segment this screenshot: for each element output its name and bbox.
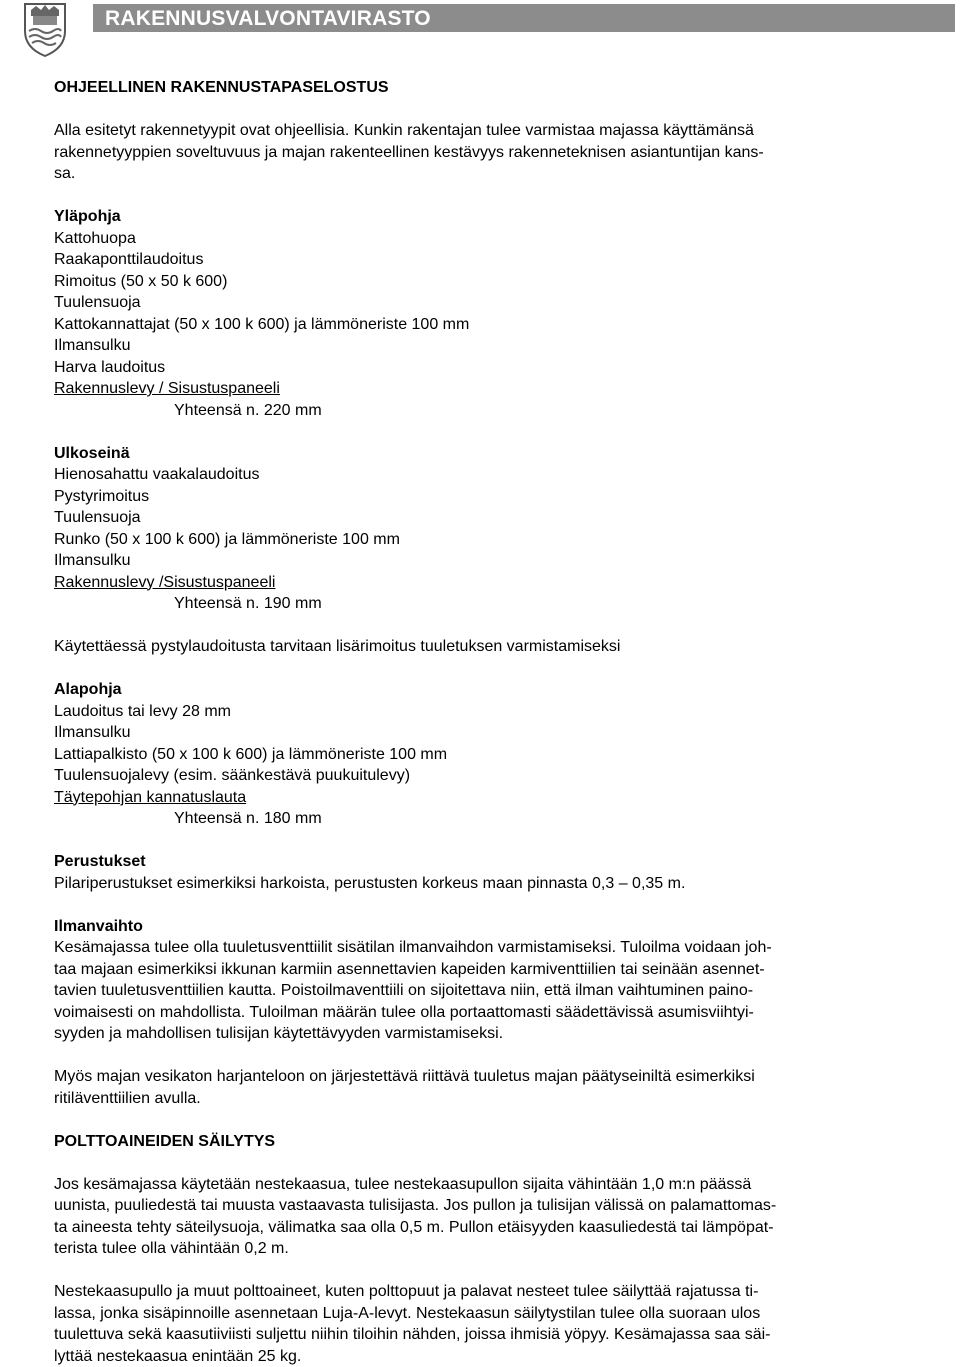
perustukset-text: Pilariperustukset esimerkiksi harkoista, perustusten korkeus maan pinnasta 0,3 – 0,35 m. bbox=[54, 873, 904, 895]
paragraph-line: terista tulee olla vähintään 0,2 m. bbox=[54, 1238, 904, 1260]
layer-item: Laudoitus tai levy 28 mm bbox=[54, 701, 904, 723]
layer-item: Tuulensuoja bbox=[54, 507, 904, 529]
section-heading-ylapohja: Yläpohja bbox=[54, 206, 904, 228]
layer-item: Rimoitus (50 x 50 k 600) bbox=[54, 271, 904, 293]
layer-item-last: Rakennuslevy / Sisustuspaneeli bbox=[54, 380, 280, 397]
city-crest-logo bbox=[22, 1, 68, 57]
paragraph-line: taa majaan esimerkiksi ikkunan karmiin asennettavien kapeiden karmiventtiilien tai seinään asennet- bbox=[54, 959, 904, 981]
layer-item: Ilmansulku bbox=[54, 550, 904, 572]
layer-total: Yhteensä n. 180 mm bbox=[54, 808, 904, 830]
layer-item-last: Täytepohjan kannatuslauta bbox=[54, 789, 246, 806]
agency-name: RAKENNUSVALVONTAVIRASTO bbox=[105, 7, 431, 31]
ulkoseina-note: Käytettäessä pystylaudoitusta tarvitaan lisärimoitus tuuletuksen varmistamiseksi bbox=[54, 636, 904, 658]
intro-line: sa. bbox=[54, 163, 904, 185]
section-heading-ulkoseina: Ulkoseinä bbox=[54, 443, 904, 465]
layer-item: Kattokannattajat (50 x 100 k 600) ja lämmöneriste 100 mm bbox=[54, 314, 904, 336]
layer-item: Lattiapalkisto (50 x 100 k 600) ja lämmöneriste 100 mm bbox=[54, 744, 904, 766]
section-heading-perustukset: Perustukset bbox=[54, 851, 904, 873]
layer-item: Ilmansulku bbox=[54, 335, 904, 357]
main-heading: OHJEELLINEN RAKENNUSTAPASELOSTUS bbox=[54, 77, 904, 99]
document-body bbox=[54, 77, 904, 1367]
paragraph-line: tuulettuva sekä kaasutiiviisti suljettu niihin tiloihin nähden, joissa ihmisiä yöpyy. Kesämajassa saa säi- bbox=[54, 1324, 904, 1346]
paragraph-line: voimaisesti on mahdollista. Tuloilman määrän tulee olla portaattomasti säädettävissä asumisviihtyi- bbox=[54, 1002, 904, 1024]
paragraph-line: ritiläventtiilien avulla. bbox=[54, 1088, 904, 1110]
paragraph-line: syyden ja mahdollisen tulisijan käytettävyyden varmistamiseksi. bbox=[54, 1023, 904, 1045]
paragraph-line: uunista, puuliedestä tai muusta vastaavasta tulisijasta. Jos pullon ja tulisijan välissä on palamattomas- bbox=[54, 1195, 904, 1217]
section-heading-polttoaineet: POLTTOAINEIDEN SÄILYTYS bbox=[54, 1131, 904, 1153]
paragraph-line: Kesämajassa tulee olla tuuletusventtiilit sisätilan ilmanvaihdon varmistamiseksi. Tuloilma voidaan joh- bbox=[54, 937, 904, 959]
section-heading-ilmanvaihto: Ilmanvaihto bbox=[54, 916, 904, 938]
layer-item: Tuulensuojalevy (esim. säänkestävä puukuitulevy) bbox=[54, 765, 904, 787]
layer-item: Tuulensuoja bbox=[54, 292, 904, 314]
intro-line: Alla esitetyt rakennetyypit ovat ohjeellisia. Kunkin rakentajan tulee varmistaa majassa käyttämänsä bbox=[54, 120, 904, 142]
section-heading-alapohja: Alapohja bbox=[54, 679, 904, 701]
paragraph-line: lassa, jonka sisäpinnoille asennetaan Luja-A-levyt. Nestekaasun säilytystilan tulee olla suoraan ulos bbox=[54, 1303, 904, 1325]
paragraph-line: tavien tuuletusventtiilien kautta. Poistoilmaventtiili on sijoitettava niin, että ilman vaihtuminen paino- bbox=[54, 980, 904, 1002]
paragraph-line: Myös majan vesikaton harjanteloon on järjestettävä riittävä tuuletus majan päätyseiniltä esimerkiksi bbox=[54, 1066, 904, 1088]
layer-item-last: Rakennuslevy /Sisustuspaneeli bbox=[54, 574, 275, 591]
paragraph-line: Nestekaasupullo ja muut polttoaineet, kuten polttopuut ja palavat nesteet tulee säilyttää rajatussa ti- bbox=[54, 1281, 904, 1303]
layer-total: Yhteensä n. 220 mm bbox=[54, 400, 904, 422]
layer-item: Pystyrimoitus bbox=[54, 486, 904, 508]
paragraph-line: ta aineesta tehty säteilysuoja, välimatka saa olla 0,5 m. Pullon etäisyyden kaasuliedestä tai lämpöpat- bbox=[54, 1217, 904, 1239]
layer-item: Harva laudoitus bbox=[54, 357, 904, 379]
layer-item: Ilmansulku bbox=[54, 722, 904, 744]
intro-line: rakennetyyppien soveltuvuus ja majan rakenteellinen kestävyys rakenneteknisen asiantuntijan kans- bbox=[54, 142, 904, 164]
page-header bbox=[0, 0, 960, 42]
layer-item: Kattohuopa bbox=[54, 228, 904, 250]
paragraph-line: Jos kesämajassa käytetään nestekaasua, tulee nestekaasupullon sijaita vähintään 1,0 m:n päässä bbox=[54, 1174, 904, 1196]
header-bar bbox=[93, 4, 955, 32]
layer-item: Hienosahattu vaakalaudoitus bbox=[54, 464, 904, 486]
layer-total: Yhteensä n. 190 mm bbox=[54, 593, 904, 615]
paragraph-line: lyttää nestekaasua enintään 25 kg. bbox=[54, 1346, 904, 1367]
layer-item: Runko (50 x 100 k 600) ja lämmöneriste 100 mm bbox=[54, 529, 904, 551]
layer-item: Raakaponttilaudoitus bbox=[54, 249, 904, 271]
